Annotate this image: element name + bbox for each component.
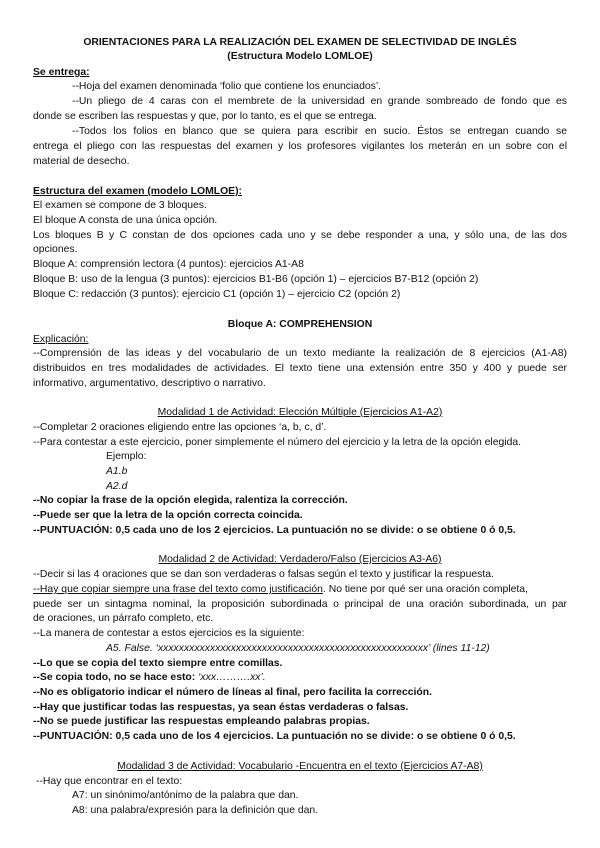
paragraph-line: opciones. (33, 244, 78, 255)
justification-rule-rest: . No tiene por qué ser una oración completa, (322, 584, 528, 595)
paragraph-line: A7: un sinónimo/antónimo de la palabra que dan. (72, 790, 299, 801)
note-line: --Lo que se copia del texto siempre entre comillas. (33, 658, 283, 669)
note-line: --No copiar la frase de la opción elegida, ralentiza la corrección. (33, 495, 348, 506)
paragraph-line: --Hoja del examen denominada ‘folio que contiene los enunciados’. (72, 81, 382, 92)
paragraph-line: donde se escriben las respuestas y que, por lo tanto, es el que se entrega. (33, 111, 377, 122)
document-subtitle: (Estructura Modelo LOMLOE) (227, 51, 373, 62)
ejemplo-answer: A1.b (106, 466, 128, 477)
puntuacion-line: --PUNTUACIÓN: 0,5 cada uno de los 4 ejercicios. La puntuación no se divide: o se obtiene 0 ó 0,5. (33, 731, 516, 742)
puntuacion-line: --PUNTUACIÓN: 0,5 cada uno de los 2 ejercicios. La puntuación no se divide: o se obtiene 0 ó 0,5. (33, 525, 516, 536)
paragraph-line: --Completar 2 oraciones eligiendo entre las opciones ‘a, b, c, d’. (33, 422, 327, 433)
modalidad-1-heading: Modalidad 1 de Actividad: Elección Múltiple (Ejercicios A1-A2) (157, 407, 443, 418)
paragraph-line: material de desecho. (33, 156, 130, 167)
paragraph-line: El examen se compone de 3 bloques. (33, 200, 207, 211)
note-line: --No es obligatorio indicar el número de líneas al final, pero facilita la corrección. (33, 687, 432, 698)
section-heading-bloque-a: Bloque A: COMPREHENSION (227, 319, 373, 330)
document-title: ORIENTACIONES PARA LA REALIZACIÓN DEL EXAMEN DE SELECTIVIDAD DE INGLÉS (83, 37, 517, 48)
paragraph-line: --Comprensión de las ideas y del vocabulario de un texto mediante la realización de 8 ejercicios (A1-A8) (33, 348, 567, 359)
paragraph-line: Bloque B: uso de la lengua (3 puntos): ejercicios B1-B6 (opción 1) – ejercicios B7-B12 (opción 2) (33, 274, 479, 285)
paragraph-line: --Decir si las 4 oraciones que se dan son verdaderas o falsas según el texto y justificar la respuesta. (33, 569, 494, 580)
paragraph-line: de oraciones, un párrafo completo, etc. (33, 613, 214, 624)
modalidad-3-heading: Modalidad 3 de Actividad: Vocabulario -Encuentra en el texto (Ejercicios A7-A8) (117, 761, 483, 772)
note-line: --Puede ser que la letra de la opción correcta coincida. (33, 510, 303, 521)
explicacion-heading: Explicación: (33, 334, 89, 345)
section-heading-estructura: Estructura del examen (modelo LOMLOE): (33, 186, 242, 197)
paragraph-line: --Hay que encontrar en el texto: (36, 776, 183, 787)
paragraph-line: --La manera de contestar a estos ejercicios es la siguiente: (33, 628, 305, 639)
paragraph-line: --Un pliego de 4 caras con el membrete de la universidad en grande sombreado de fondo que es (72, 96, 567, 107)
paragraph-line (33, 583, 567, 597)
paragraph-line: El bloque A consta de una única opción. (33, 215, 218, 226)
ejemplo-label: Ejemplo: (106, 451, 147, 462)
note-example: ‘xxx……….xx’. (198, 672, 266, 683)
answer-example: A5. False. ‘xxxxxxxxxxxxxxxxxxxxxxxxxxxxxxxxxxxxxxxxxxxxxxxxxxxx’ (lines 11-12) (106, 643, 490, 654)
paragraph-line: --Para contestar a este ejercicio, poner simplemente el número del ejercicio y la letra de la opción elegida. (33, 437, 522, 448)
justification-rule: --Hay que copiar siempre una frase del texto como justificación (33, 584, 323, 595)
paragraph-line: entrega el pliego con las respuestas del examen y los profesores vigilantes los meterán en un sobre con el (33, 141, 567, 152)
paragraph-line: informativo, argumentativo, descriptivo o narrativo. (33, 378, 266, 389)
ejemplo-answer: A2.d (106, 481, 128, 492)
paragraph-line: Los bloques B y C constan de dos opciones cada uno y se debe responder a una, y sólo una, de las dos (33, 230, 567, 241)
paragraph-line: Bloque C: redacción (3 puntos): ejercicio C1 (opción 1) – ejercicio C2 (opción 2) (33, 289, 401, 300)
note-line: --No se puede justificar las respuestas empleando palabras propias. (33, 716, 370, 727)
paragraph-line: puede ser un sintagma nominal, la proposición subordinada o principal de una oración subordinada, un par (33, 599, 567, 610)
note-line (33, 671, 567, 685)
paragraph-line: distribuidos en tres modalidades de actividades. El texto tiene una extensión entre 350 y 400 y puede ser (33, 363, 567, 374)
paragraph-line: --Todos los folios en blanco que se quiera para escribir en sucio. Éstos se entregan cuando se (72, 126, 567, 137)
note-text: --Se copia todo, no se hace esto: (33, 672, 199, 683)
paragraph-line: A8: una palabra/expresión para la definición que dan. (72, 805, 319, 816)
modalidad-2-heading: Modalidad 2 de Actividad: Verdadero/Falso (Ejercicios A3-A6) (158, 554, 442, 565)
paragraph-line: Bloque A: comprensión lectora (4 puntos): ejercicios A1-A8 (33, 259, 304, 270)
note-line: --Hay que justificar todas las respuestas, ya sean éstas verdaderas o falsas. (33, 702, 409, 713)
section-heading-entrega: Se entrega: (33, 67, 90, 78)
